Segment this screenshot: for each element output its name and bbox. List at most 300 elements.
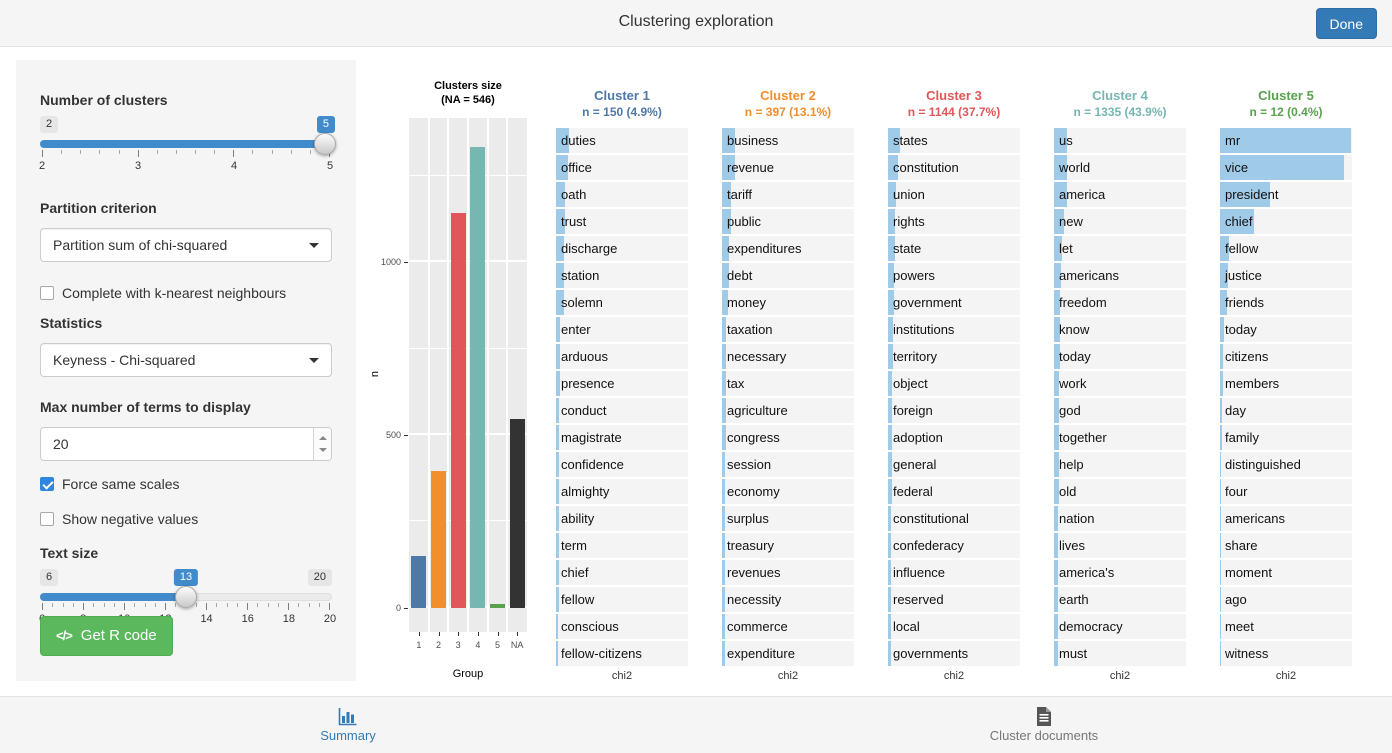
- term-row: [1220, 236, 1352, 261]
- term-label: expenditure: [727, 646, 795, 661]
- get-r-code-button[interactable]: [40, 616, 173, 656]
- term-label: ago: [1225, 592, 1247, 607]
- slider-handle[interactable]: [175, 586, 197, 608]
- term-row: [1220, 506, 1352, 531]
- gridline-vertical: [428, 118, 430, 632]
- chi2-axis-label: chi2: [1275, 670, 1297, 682]
- term-row: [1054, 398, 1186, 423]
- size-bar-NA: [510, 419, 525, 608]
- term-row: [1054, 533, 1186, 558]
- size-bar-2: [431, 471, 446, 608]
- term-label: family: [1225, 430, 1259, 445]
- page-title: Clustering exploration: [618, 13, 774, 30]
- cluster-count: n = 12 (0.4%): [1249, 105, 1323, 119]
- term-label: institutions: [893, 322, 955, 337]
- term-row: [722, 641, 854, 666]
- term-label: god: [1059, 403, 1081, 418]
- term-row: [1054, 587, 1186, 612]
- slider-min-badge: 2: [40, 116, 58, 133]
- term-label: justice: [1225, 268, 1262, 283]
- term-label: america: [1059, 187, 1106, 202]
- term-list: [1220, 128, 1352, 666]
- clusters-slider[interactable]: [40, 116, 332, 174]
- term-label: chief: [1225, 214, 1253, 229]
- term-label: chief: [561, 565, 589, 580]
- chi2-axis-label: chi2: [611, 670, 633, 682]
- cluster-name: Cluster 2: [760, 88, 816, 103]
- y-axis-tick-label: 1000: [380, 257, 401, 268]
- x-axis-tick: [517, 632, 518, 636]
- number-spinner[interactable]: [313, 428, 331, 460]
- statistics-label: Statistics: [40, 315, 103, 331]
- term-label: lives: [1059, 538, 1086, 553]
- term-row: [1220, 398, 1352, 423]
- term-row: [1054, 317, 1186, 342]
- term-label: money: [727, 295, 767, 310]
- size-bar-3: [451, 213, 466, 608]
- term-row: [556, 506, 688, 531]
- term-row: [1220, 533, 1352, 558]
- cluster-count: n = 1144 (37.7%): [907, 105, 1001, 119]
- term-label: reserved: [893, 592, 944, 607]
- chi2-axis-label: chi2: [1109, 670, 1131, 682]
- cluster-column-1: [556, 88, 688, 682]
- term-label: day: [1225, 403, 1246, 418]
- term-row: [888, 506, 1020, 531]
- term-row: [556, 128, 688, 153]
- term-row: [556, 290, 688, 315]
- term-row: [722, 425, 854, 450]
- term-label: term: [561, 538, 587, 553]
- y-axis-tick: [404, 435, 408, 436]
- term-label: union: [893, 187, 925, 202]
- term-label: treasury: [727, 538, 774, 553]
- term-row: [1054, 182, 1186, 207]
- term-label: enter: [561, 322, 591, 337]
- term-label: solemn: [561, 295, 603, 310]
- term-label: almighty: [561, 484, 610, 499]
- app-header: [0, 0, 1392, 47]
- term-row: [888, 344, 1020, 369]
- gridline-vertical: [467, 118, 469, 632]
- cluster-name: Cluster 5: [1258, 88, 1314, 103]
- term-label: powers: [893, 268, 935, 283]
- term-row: [722, 398, 854, 423]
- term-list: [888, 128, 1020, 666]
- term-label: freedom: [1059, 295, 1107, 310]
- gridline-vertical: [447, 118, 449, 632]
- term-row: [722, 479, 854, 504]
- negative-values-checkbox[interactable]: [40, 510, 332, 527]
- term-row: [888, 425, 1020, 450]
- term-label: fellow: [561, 592, 595, 607]
- term-row: [556, 236, 688, 261]
- tab-cluster-documents-label: Cluster documents: [989, 728, 1099, 743]
- slider-tick-label: 16: [241, 613, 254, 625]
- term-row: [556, 587, 688, 612]
- size-bar-5: [490, 604, 505, 608]
- term-label: vice: [1225, 160, 1249, 175]
- slider-tick-label: 2: [38, 160, 46, 172]
- term-label: friends: [1225, 295, 1265, 310]
- cluster-column-5: [1220, 88, 1352, 682]
- term-label: adoption: [893, 430, 943, 445]
- sizes-chart-title: [398, 80, 538, 108]
- cluster-column-3: [888, 88, 1020, 682]
- term-label: mr: [1225, 133, 1241, 148]
- term-row: [1054, 263, 1186, 288]
- term-label: constitutional: [893, 511, 969, 526]
- cluster-count: n = 397 (13.1%): [744, 105, 832, 119]
- term-label: ability: [561, 511, 595, 526]
- size-bar-4: [470, 147, 485, 608]
- term-label: help: [1059, 457, 1084, 472]
- term-label: must: [1059, 646, 1088, 661]
- term-row: [888, 155, 1020, 180]
- term-list: [1054, 128, 1186, 666]
- term-label: four: [1225, 484, 1248, 499]
- term-row: [556, 614, 688, 639]
- term-label: work: [1059, 376, 1087, 391]
- term-row: [556, 209, 688, 234]
- term-label: state: [893, 241, 922, 256]
- term-label: revenues: [727, 565, 781, 580]
- term-label: arduous: [561, 349, 608, 364]
- term-row: [1220, 155, 1352, 180]
- cluster-name: Cluster 4: [1092, 88, 1148, 103]
- term-label: moment: [1225, 565, 1272, 580]
- term-row: [1054, 128, 1186, 153]
- x-axis-tick: [419, 632, 420, 636]
- x-axis-tick: [439, 632, 440, 636]
- chi2-axis-label: chi2: [777, 670, 799, 682]
- term-row: [1054, 506, 1186, 531]
- term-label: meet: [1225, 619, 1254, 634]
- code-icon: </>: [56, 628, 72, 643]
- term-row: [1220, 182, 1352, 207]
- term-label: foreign: [893, 403, 933, 418]
- term-row: [722, 506, 854, 531]
- term-list: [556, 128, 688, 666]
- slider-tick-label: 5: [326, 160, 334, 172]
- term-label: fellow: [1225, 241, 1259, 256]
- term-label: necessity: [727, 592, 782, 607]
- term-label: fellow-citizens: [561, 646, 642, 661]
- max-terms-value[interactable]: 20: [53, 436, 69, 452]
- x-axis-tick: [458, 632, 459, 636]
- bar-chart-icon: [338, 708, 358, 726]
- document-icon: [1036, 707, 1052, 726]
- term-row: [1220, 641, 1352, 666]
- term-label: federal: [893, 484, 933, 499]
- term-row: [556, 425, 688, 450]
- tab-summary[interactable]: [0, 697, 696, 753]
- term-label: us: [1059, 133, 1073, 148]
- spinner-up-icon[interactable]: [319, 436, 327, 440]
- term-row: [888, 263, 1020, 288]
- force-scales-checkbox[interactable]: [40, 475, 332, 492]
- term-label: congress: [727, 430, 780, 445]
- slider-value-badge: 13: [174, 569, 198, 586]
- term-row: [556, 398, 688, 423]
- term-row: [888, 236, 1020, 261]
- term-label: surplus: [727, 511, 769, 526]
- term-row: [1220, 290, 1352, 315]
- term-label: today: [1225, 322, 1257, 337]
- term-label: object: [893, 376, 928, 391]
- term-label: conduct: [561, 403, 607, 418]
- term-label: debt: [727, 268, 753, 283]
- term-row: [1220, 425, 1352, 450]
- term-row: [888, 209, 1020, 234]
- term-label: influence: [893, 565, 946, 580]
- term-row: [1220, 263, 1352, 288]
- y-axis-tick-label: 500: [385, 430, 401, 441]
- slider-fill: [40, 140, 332, 148]
- cluster-name: Cluster 3: [926, 88, 982, 103]
- bottom-tab-bar: [0, 696, 1392, 753]
- term-row: [1054, 479, 1186, 504]
- term-row: [1220, 452, 1352, 477]
- term-row: [888, 128, 1020, 153]
- checkbox-box[interactable]: [40, 512, 54, 526]
- term-row: [888, 371, 1020, 396]
- slider-max-badge: 20: [308, 569, 332, 586]
- chi2-axis-label: chi2: [943, 670, 965, 682]
- y-axis-tick-label: 0: [395, 602, 401, 613]
- term-label: know: [1059, 322, 1090, 337]
- size-bar-1: [411, 556, 426, 608]
- term-label: old: [1059, 484, 1077, 499]
- cluster-column-2: [722, 88, 854, 682]
- term-row: [556, 452, 688, 477]
- tab-cluster-documents[interactable]: [696, 697, 1392, 753]
- x-axis-tick-label: 3: [455, 640, 461, 650]
- max-terms-input[interactable]: [40, 427, 332, 461]
- settings-sidebar: [16, 60, 356, 681]
- term-label: territory: [893, 349, 938, 364]
- partition-selected-value: Partition sum of chi-squared: [53, 237, 228, 253]
- term-row: [722, 371, 854, 396]
- term-label: confidence: [561, 457, 624, 472]
- term-row: [1220, 209, 1352, 234]
- term-row: [1054, 209, 1186, 234]
- term-label: oath: [561, 187, 587, 202]
- term-label: tariff: [727, 187, 753, 202]
- term-label: distinguished: [1225, 457, 1301, 472]
- term-row: [1054, 344, 1186, 369]
- term-row: [1054, 452, 1186, 477]
- slider-ticks: [42, 150, 330, 158]
- term-row: [722, 209, 854, 234]
- term-row: [722, 128, 854, 153]
- term-row: [556, 317, 688, 342]
- slider-fill: [40, 593, 186, 601]
- term-label: duties: [561, 133, 596, 148]
- term-label: new: [1059, 214, 1083, 229]
- term-label: americans: [1225, 511, 1285, 526]
- term-row: [722, 155, 854, 180]
- slider-min-badge: 6: [40, 569, 58, 586]
- term-row: [722, 317, 854, 342]
- term-row: [1054, 236, 1186, 261]
- term-row: [1220, 560, 1352, 585]
- partition-select[interactable]: [40, 228, 332, 262]
- term-row: [556, 263, 688, 288]
- x-axis-tick-label: 2: [435, 640, 442, 650]
- term-row: [888, 533, 1020, 558]
- term-row: [722, 344, 854, 369]
- term-label: revenue: [727, 160, 774, 175]
- term-label: expenditures: [727, 241, 802, 256]
- term-row: [556, 182, 688, 207]
- term-label: session: [727, 457, 772, 472]
- term-row: [556, 155, 688, 180]
- term-label: nation: [1059, 511, 1095, 526]
- force-scales-label: Force same scales: [62, 475, 180, 492]
- term-row: [1054, 560, 1186, 585]
- term-row: [1220, 614, 1352, 639]
- term-row: [556, 479, 688, 504]
- term-row: [888, 398, 1020, 423]
- term-label: office: [561, 160, 592, 175]
- knn-checkbox-label: Complete with k-nearest neighbours: [62, 284, 287, 301]
- term-row: [556, 560, 688, 585]
- term-label: presence: [561, 376, 615, 391]
- term-label: commerce: [727, 619, 788, 634]
- cluster-count: n = 150 (4.9%): [582, 105, 662, 119]
- term-row: [888, 317, 1020, 342]
- term-row: [888, 641, 1020, 666]
- term-list: [722, 128, 854, 666]
- term-row: [722, 452, 854, 477]
- term-row: [722, 587, 854, 612]
- term-row: [1220, 479, 1352, 504]
- term-row: [888, 290, 1020, 315]
- statistics-select[interactable]: [40, 343, 332, 377]
- term-label: world: [1059, 160, 1091, 175]
- term-label: magistrate: [561, 430, 622, 445]
- slider-handle[interactable]: [314, 133, 336, 155]
- cluster-count: n = 1335 (43.9%): [1073, 105, 1167, 119]
- term-row: [722, 263, 854, 288]
- term-label: necessary: [727, 349, 787, 364]
- term-label: constitution: [893, 160, 959, 175]
- term-label: governments: [893, 646, 969, 661]
- checkbox-box-checked[interactable]: [40, 477, 54, 491]
- negative-values-label: Show negative values: [62, 510, 199, 527]
- term-row: [722, 236, 854, 261]
- gridline-vertical: [506, 118, 508, 632]
- term-row: [888, 479, 1020, 504]
- term-row: [1054, 641, 1186, 666]
- sizes-chart-ylabel: n: [369, 370, 382, 378]
- text-size-label: Text size: [40, 545, 99, 561]
- x-axis-tick: [478, 632, 479, 636]
- gridline-vertical: [487, 118, 489, 632]
- term-label: local: [893, 619, 920, 634]
- term-row: [888, 182, 1020, 207]
- term-row: [556, 371, 688, 396]
- chevron-down-icon: [309, 358, 319, 363]
- term-label: taxation: [727, 322, 773, 337]
- term-label: public: [727, 214, 761, 229]
- term-row: [722, 560, 854, 585]
- slider-tick-label: 14: [200, 613, 213, 625]
- term-label: together: [1059, 430, 1107, 445]
- term-row: [888, 560, 1020, 585]
- term-label: members: [1225, 376, 1280, 391]
- term-label: today: [1059, 349, 1091, 364]
- term-label: trust: [561, 214, 587, 229]
- term-label: let: [1059, 241, 1073, 256]
- term-row: [1054, 371, 1186, 396]
- term-label: democracy: [1059, 619, 1123, 634]
- term-row: [556, 533, 688, 558]
- spinner-down-icon[interactable]: [319, 448, 327, 452]
- tab-summary-label: Summary: [320, 727, 376, 743]
- term-label: america's: [1059, 565, 1115, 580]
- term-row: [722, 614, 854, 639]
- term-row: [1054, 614, 1186, 639]
- term-row: [888, 614, 1020, 639]
- term-label: business: [727, 133, 779, 148]
- term-label: citizens: [1225, 349, 1269, 364]
- term-label: discharge: [561, 241, 618, 256]
- term-row: [1220, 128, 1352, 153]
- slider-tick-labels: [38, 160, 334, 173]
- term-label: confederacy: [893, 538, 964, 553]
- term-label: tax: [727, 376, 745, 391]
- term-label: government: [893, 295, 962, 310]
- cluster-column-4: [1054, 88, 1186, 682]
- term-row: [1054, 290, 1186, 315]
- x-axis-tick: [498, 632, 499, 636]
- sizes-chart-title-line1: Clusters size: [434, 80, 502, 92]
- slider-tick-label: 4: [230, 160, 238, 172]
- term-label: americans: [1059, 268, 1119, 283]
- chevron-down-icon: [309, 243, 319, 248]
- x-axis-tick-label: 4: [475, 640, 481, 650]
- clusters-slider-label: Number of clusters: [40, 92, 168, 108]
- sizes-chart-xlabel: Group: [452, 668, 484, 680]
- y-axis-tick: [404, 608, 408, 609]
- term-row: [1220, 587, 1352, 612]
- term-row: [722, 290, 854, 315]
- term-label: economy: [727, 484, 780, 499]
- done-button[interactable]: Done: [1316, 8, 1377, 39]
- slider-tick-label: 3: [134, 160, 142, 172]
- partition-label: Partition criterion: [40, 200, 157, 216]
- term-row: [888, 587, 1020, 612]
- sizes-chart-title-line2: (NA = 546): [441, 93, 495, 106]
- get-r-code-label: Get R code: [80, 627, 157, 644]
- knn-checkbox[interactable]: [40, 284, 332, 301]
- term-row: [888, 452, 1020, 477]
- checkbox-box[interactable]: [40, 286, 54, 300]
- term-label: agriculture: [727, 403, 788, 418]
- statistics-selected-value: Keyness - Chi-squared: [53, 352, 196, 368]
- x-axis-tick-label: NA: [510, 640, 524, 650]
- slider-tick-label: 20: [323, 613, 337, 625]
- term-row: [556, 641, 688, 666]
- term-label: states: [893, 133, 928, 148]
- max-terms-label: Max number of terms to display: [40, 399, 251, 415]
- term-label: station: [561, 268, 600, 283]
- term-row: [1220, 371, 1352, 396]
- term-label: earth: [1059, 592, 1089, 607]
- slider-tick-label: 18: [282, 613, 295, 625]
